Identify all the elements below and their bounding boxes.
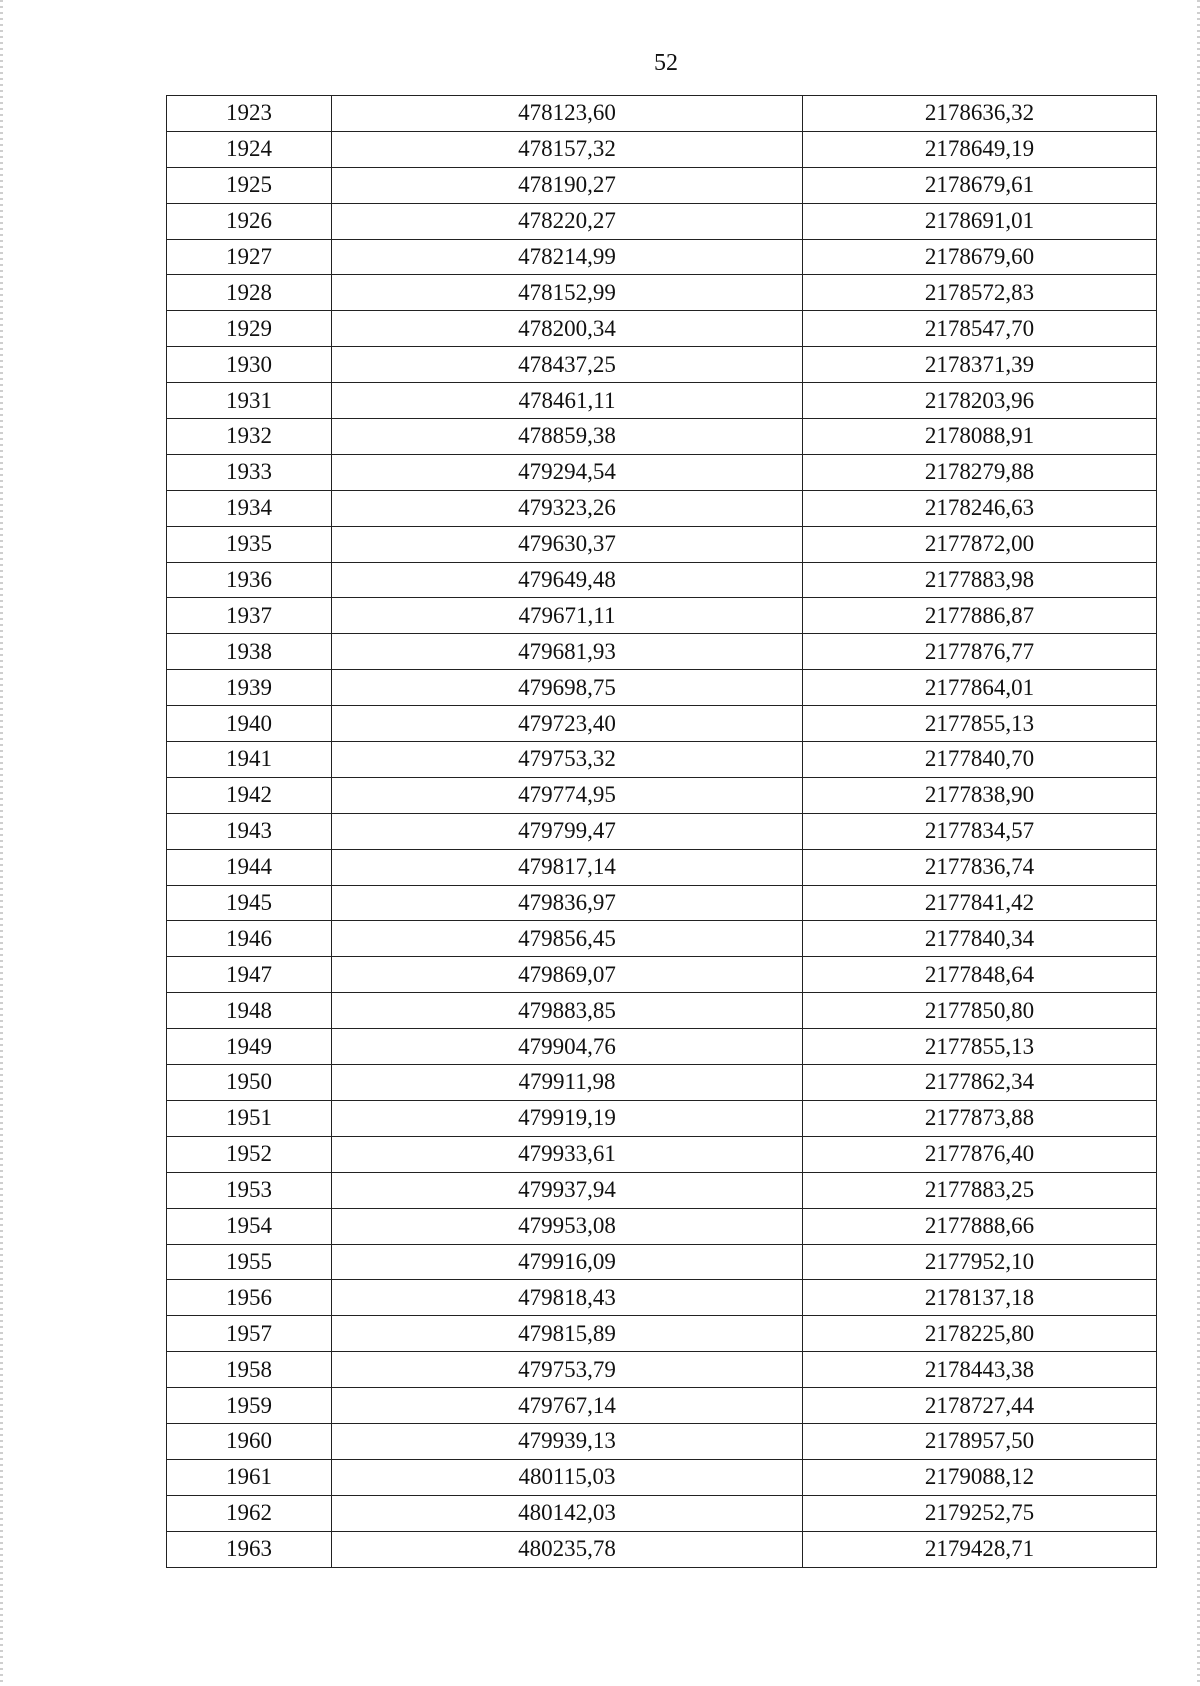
point-number-cell: 1948 bbox=[167, 993, 332, 1029]
table-row bbox=[167, 419, 1157, 455]
table-row bbox=[167, 1495, 1157, 1531]
table-row bbox=[167, 670, 1157, 706]
point-number-cell: 1950 bbox=[167, 1065, 332, 1101]
y-coordinate-cell: 2177834,57 bbox=[803, 813, 1157, 849]
y-coordinate-cell: 2178727,44 bbox=[803, 1388, 1157, 1424]
table-row bbox=[167, 921, 1157, 957]
table-row bbox=[167, 383, 1157, 419]
x-coordinate-cell: 479836,97 bbox=[332, 885, 803, 921]
y-coordinate-cell: 2177840,70 bbox=[803, 742, 1157, 778]
y-coordinate-cell: 2178088,91 bbox=[803, 419, 1157, 455]
y-coordinate-cell: 2179088,12 bbox=[803, 1459, 1157, 1495]
x-coordinate-cell: 479767,14 bbox=[332, 1388, 803, 1424]
table-row bbox=[167, 1423, 1157, 1459]
x-coordinate-cell: 479723,40 bbox=[332, 706, 803, 742]
x-coordinate-cell: 479630,37 bbox=[332, 526, 803, 562]
x-coordinate-cell: 479817,14 bbox=[332, 849, 803, 885]
x-coordinate-cell: 479911,98 bbox=[332, 1065, 803, 1101]
point-number-cell: 1941 bbox=[167, 742, 332, 778]
x-coordinate-cell: 478200,34 bbox=[332, 311, 803, 347]
y-coordinate-cell: 2179252,75 bbox=[803, 1495, 1157, 1531]
point-number-cell: 1961 bbox=[167, 1459, 332, 1495]
point-number-cell: 1927 bbox=[167, 239, 332, 275]
point-number-cell: 1955 bbox=[167, 1244, 332, 1280]
x-coordinate-cell: 480235,78 bbox=[332, 1531, 803, 1567]
table-row bbox=[167, 167, 1157, 203]
x-coordinate-cell: 479916,09 bbox=[332, 1244, 803, 1280]
y-coordinate-cell: 2178649,19 bbox=[803, 131, 1157, 167]
point-number-cell: 1932 bbox=[167, 419, 332, 455]
table-row bbox=[167, 131, 1157, 167]
table-row bbox=[167, 742, 1157, 778]
point-number-cell: 1947 bbox=[167, 957, 332, 993]
point-number-cell: 1953 bbox=[167, 1172, 332, 1208]
table-row bbox=[167, 96, 1157, 132]
x-coordinate-cell: 479323,26 bbox=[332, 490, 803, 526]
point-number-cell: 1942 bbox=[167, 777, 332, 813]
x-coordinate-cell: 479753,79 bbox=[332, 1352, 803, 1388]
point-number-cell: 1929 bbox=[167, 311, 332, 347]
y-coordinate-cell: 2178679,60 bbox=[803, 239, 1157, 275]
point-number-cell: 1939 bbox=[167, 670, 332, 706]
x-coordinate-cell: 479799,47 bbox=[332, 813, 803, 849]
point-number-cell: 1931 bbox=[167, 383, 332, 419]
table-row bbox=[167, 993, 1157, 1029]
x-coordinate-cell: 478190,27 bbox=[332, 167, 803, 203]
y-coordinate-cell: 2177864,01 bbox=[803, 670, 1157, 706]
x-coordinate-cell: 479937,94 bbox=[332, 1172, 803, 1208]
x-coordinate-cell: 478152,99 bbox=[332, 275, 803, 311]
point-number-cell: 1949 bbox=[167, 1029, 332, 1065]
point-number-cell: 1963 bbox=[167, 1531, 332, 1567]
y-coordinate-cell: 2178137,18 bbox=[803, 1280, 1157, 1316]
table-row bbox=[167, 1316, 1157, 1352]
x-coordinate-cell: 479294,54 bbox=[332, 454, 803, 490]
point-number-cell: 1946 bbox=[167, 921, 332, 957]
point-number-cell: 1954 bbox=[167, 1208, 332, 1244]
table-row bbox=[167, 1029, 1157, 1065]
point-number-cell: 1943 bbox=[167, 813, 332, 849]
table-row bbox=[167, 347, 1157, 383]
x-coordinate-cell: 479698,75 bbox=[332, 670, 803, 706]
x-coordinate-cell: 479883,85 bbox=[332, 993, 803, 1029]
point-number-cell: 1926 bbox=[167, 203, 332, 239]
y-coordinate-cell: 2178957,50 bbox=[803, 1423, 1157, 1459]
coordinates-table-body bbox=[167, 96, 1157, 1568]
point-number-cell: 1940 bbox=[167, 706, 332, 742]
x-coordinate-cell: 479753,32 bbox=[332, 742, 803, 778]
x-coordinate-cell: 478220,27 bbox=[332, 203, 803, 239]
y-coordinate-cell: 2178203,96 bbox=[803, 383, 1157, 419]
x-coordinate-cell: 478123,60 bbox=[332, 96, 803, 132]
y-coordinate-cell: 2177848,64 bbox=[803, 957, 1157, 993]
table-row bbox=[167, 1459, 1157, 1495]
point-number-cell: 1934 bbox=[167, 490, 332, 526]
y-coordinate-cell: 2177850,80 bbox=[803, 993, 1157, 1029]
table-row bbox=[167, 598, 1157, 634]
point-number-cell: 1959 bbox=[167, 1388, 332, 1424]
x-coordinate-cell: 479681,93 bbox=[332, 634, 803, 670]
y-coordinate-cell: 2177876,77 bbox=[803, 634, 1157, 670]
point-number-cell: 1930 bbox=[167, 347, 332, 383]
x-coordinate-cell: 478437,25 bbox=[332, 347, 803, 383]
y-coordinate-cell: 2177862,34 bbox=[803, 1065, 1157, 1101]
x-coordinate-cell: 478461,11 bbox=[332, 383, 803, 419]
point-number-cell: 1956 bbox=[167, 1280, 332, 1316]
table-row bbox=[167, 634, 1157, 670]
y-coordinate-cell: 2177952,10 bbox=[803, 1244, 1157, 1280]
point-number-cell: 1923 bbox=[167, 96, 332, 132]
y-coordinate-cell: 2178547,70 bbox=[803, 311, 1157, 347]
x-coordinate-cell: 479774,95 bbox=[332, 777, 803, 813]
table-row bbox=[167, 203, 1157, 239]
y-coordinate-cell: 2177855,13 bbox=[803, 1029, 1157, 1065]
table-row bbox=[167, 706, 1157, 742]
point-number-cell: 1936 bbox=[167, 562, 332, 598]
y-coordinate-cell: 2178679,61 bbox=[803, 167, 1157, 203]
y-coordinate-cell: 2177883,98 bbox=[803, 562, 1157, 598]
coordinates-table bbox=[166, 95, 1157, 1568]
scan-edge-left bbox=[0, 0, 3, 1686]
x-coordinate-cell: 478214,99 bbox=[332, 239, 803, 275]
x-coordinate-cell: 479869,07 bbox=[332, 957, 803, 993]
y-coordinate-cell: 2178225,80 bbox=[803, 1316, 1157, 1352]
table-row bbox=[167, 490, 1157, 526]
y-coordinate-cell: 2177888,66 bbox=[803, 1208, 1157, 1244]
point-number-cell: 1958 bbox=[167, 1352, 332, 1388]
table-row bbox=[167, 1065, 1157, 1101]
y-coordinate-cell: 2178279,88 bbox=[803, 454, 1157, 490]
table-row bbox=[167, 1531, 1157, 1567]
point-number-cell: 1944 bbox=[167, 849, 332, 885]
x-coordinate-cell: 478157,32 bbox=[332, 131, 803, 167]
table-row bbox=[167, 1208, 1157, 1244]
table-row bbox=[167, 1352, 1157, 1388]
page-number: 52 bbox=[654, 50, 678, 76]
y-coordinate-cell: 2178572,83 bbox=[803, 275, 1157, 311]
table-row bbox=[167, 885, 1157, 921]
table-row bbox=[167, 1280, 1157, 1316]
y-coordinate-cell: 2177883,25 bbox=[803, 1172, 1157, 1208]
y-coordinate-cell: 2177841,42 bbox=[803, 885, 1157, 921]
y-coordinate-cell: 2178371,39 bbox=[803, 347, 1157, 383]
x-coordinate-cell: 479815,89 bbox=[332, 1316, 803, 1352]
y-coordinate-cell: 2178691,01 bbox=[803, 203, 1157, 239]
table-row bbox=[167, 1136, 1157, 1172]
y-coordinate-cell: 2177838,90 bbox=[803, 777, 1157, 813]
x-coordinate-cell: 479649,48 bbox=[332, 562, 803, 598]
point-number-cell: 1960 bbox=[167, 1423, 332, 1459]
point-number-cell: 1937 bbox=[167, 598, 332, 634]
x-coordinate-cell: 479818,43 bbox=[332, 1280, 803, 1316]
y-coordinate-cell: 2177872,00 bbox=[803, 526, 1157, 562]
point-number-cell: 1957 bbox=[167, 1316, 332, 1352]
table-row bbox=[167, 562, 1157, 598]
x-coordinate-cell: 479919,19 bbox=[332, 1100, 803, 1136]
x-coordinate-cell: 479939,13 bbox=[332, 1423, 803, 1459]
x-coordinate-cell: 479933,61 bbox=[332, 1136, 803, 1172]
y-coordinate-cell: 2179428,71 bbox=[803, 1531, 1157, 1567]
table-row bbox=[167, 777, 1157, 813]
y-coordinate-cell: 2177840,34 bbox=[803, 921, 1157, 957]
table-row bbox=[167, 1100, 1157, 1136]
table-row bbox=[167, 1172, 1157, 1208]
table-row bbox=[167, 311, 1157, 347]
y-coordinate-cell: 2178246,63 bbox=[803, 490, 1157, 526]
point-number-cell: 1951 bbox=[167, 1100, 332, 1136]
x-coordinate-cell: 480115,03 bbox=[332, 1459, 803, 1495]
y-coordinate-cell: 2178443,38 bbox=[803, 1352, 1157, 1388]
table-row bbox=[167, 275, 1157, 311]
point-number-cell: 1924 bbox=[167, 131, 332, 167]
y-coordinate-cell: 2178636,32 bbox=[803, 96, 1157, 132]
x-coordinate-cell: 479856,45 bbox=[332, 921, 803, 957]
x-coordinate-cell: 478859,38 bbox=[332, 419, 803, 455]
y-coordinate-cell: 2177873,88 bbox=[803, 1100, 1157, 1136]
y-coordinate-cell: 2177836,74 bbox=[803, 849, 1157, 885]
x-coordinate-cell: 479953,08 bbox=[332, 1208, 803, 1244]
y-coordinate-cell: 2177876,40 bbox=[803, 1136, 1157, 1172]
table-row bbox=[167, 526, 1157, 562]
x-coordinate-cell: 479904,76 bbox=[332, 1029, 803, 1065]
y-coordinate-cell: 2177886,87 bbox=[803, 598, 1157, 634]
table-row bbox=[167, 813, 1157, 849]
table-row bbox=[167, 1388, 1157, 1424]
table-row bbox=[167, 239, 1157, 275]
table-row bbox=[167, 957, 1157, 993]
point-number-cell: 1928 bbox=[167, 275, 332, 311]
point-number-cell: 1945 bbox=[167, 885, 332, 921]
y-coordinate-cell: 2177855,13 bbox=[803, 706, 1157, 742]
point-number-cell: 1952 bbox=[167, 1136, 332, 1172]
point-number-cell: 1962 bbox=[167, 1495, 332, 1531]
table-row bbox=[167, 849, 1157, 885]
table-row bbox=[167, 1244, 1157, 1280]
point-number-cell: 1933 bbox=[167, 454, 332, 490]
point-number-cell: 1925 bbox=[167, 167, 332, 203]
point-number-cell: 1938 bbox=[167, 634, 332, 670]
point-number-cell: 1935 bbox=[167, 526, 332, 562]
x-coordinate-cell: 480142,03 bbox=[332, 1495, 803, 1531]
x-coordinate-cell: 479671,11 bbox=[332, 598, 803, 634]
table-row bbox=[167, 454, 1157, 490]
